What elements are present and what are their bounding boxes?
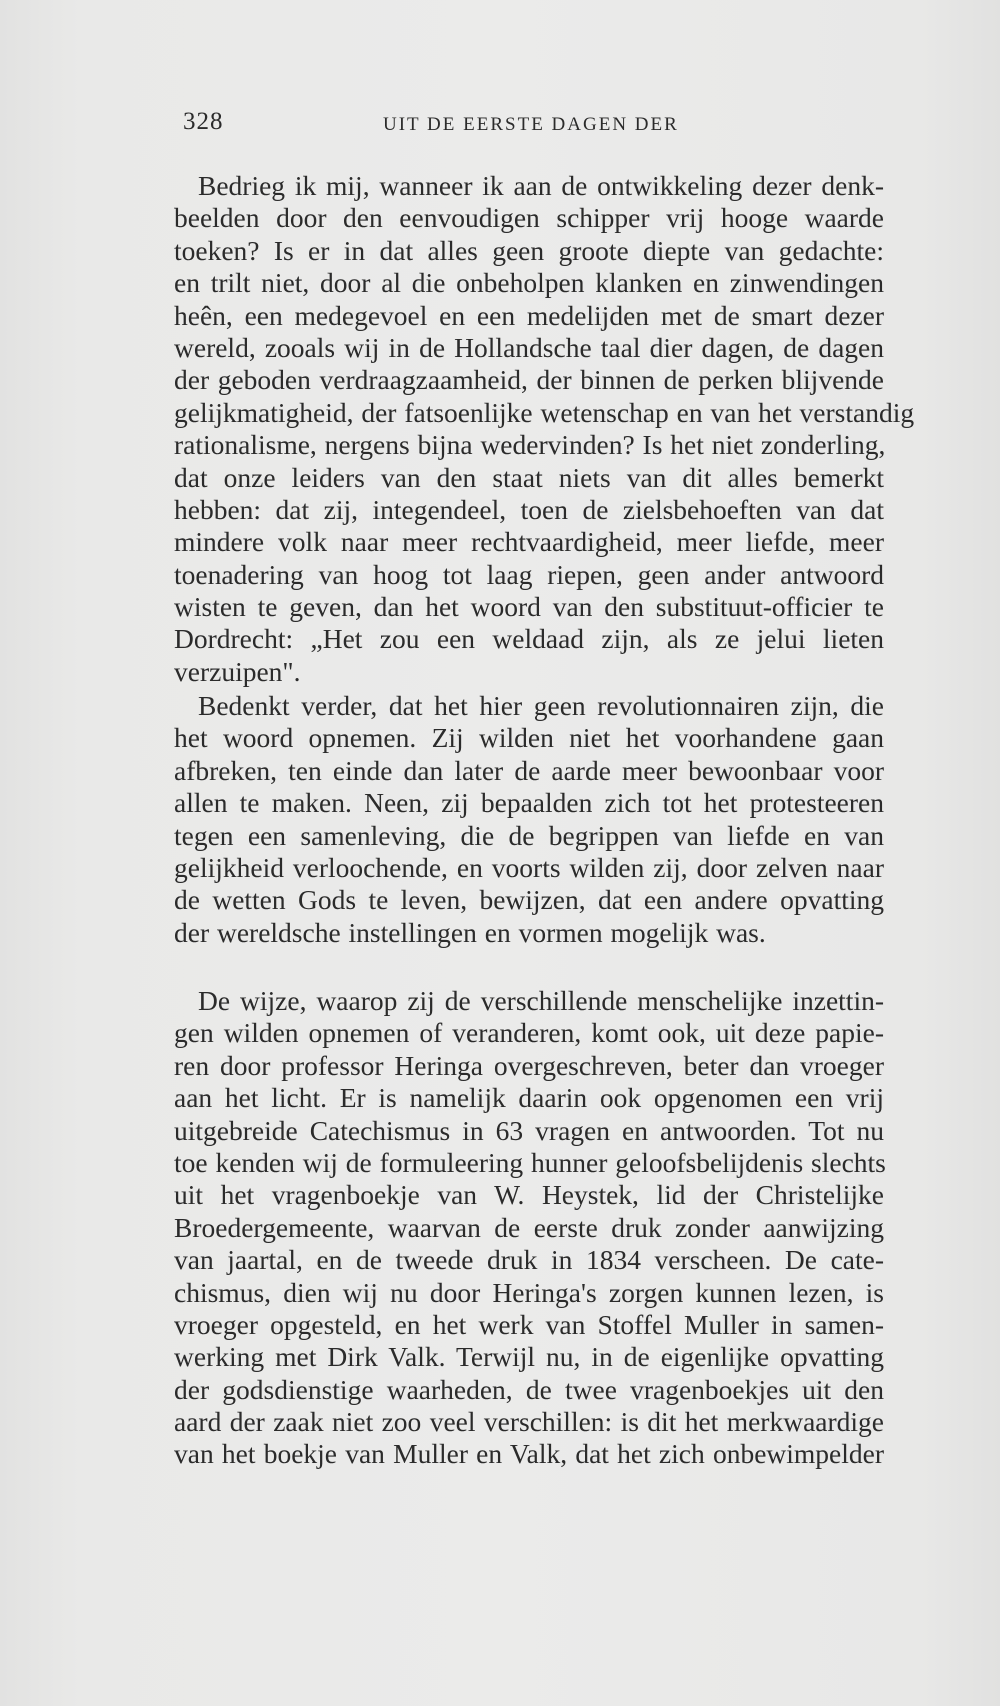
- text-line: gelijkmatigheid, der fatsoenlijke wetenschap en van het verstandig: [174, 396, 915, 428]
- text-line: gelijkheid verloochende, en voorts wilden zij, door zelven naar: [174, 851, 884, 883]
- paragraph-2: [174, 690, 884, 949]
- text-line: van het boekje van Muller en Valk, dat het zich onbewimpelder: [174, 1438, 884, 1470]
- text-line: der wereldsche instellingen en vormen mogelijk was.: [174, 916, 766, 948]
- text-line: heên, een medegevoel en een medelijden met de smart dezer: [174, 299, 884, 331]
- running-head: UIT DE EERSTE DAGEN DER: [383, 114, 679, 135]
- text-line: en trilt niet, door al die onbeholpen klanken en zinwendingen: [174, 267, 884, 299]
- text-line: Broedergemeente, waarvan de eerste druk zonder aanwijzing: [174, 1211, 884, 1243]
- text-line: chismus, dien wij nu door Heringa's zorgen kunnen lezen, is: [174, 1276, 884, 1308]
- text-line: toe kenden wij de formuleering hunner geloofsbelijdenis slechts: [174, 1146, 886, 1178]
- text-line: hebben: dat zij, integendeel, toen de zielsbehoeften van dat: [174, 493, 884, 525]
- text-line: aan het licht. Er is namelijk daarin ook opgenomen een vrij: [174, 1082, 884, 1114]
- text-line: uit het vragenboekje van W. Heystek, lid der Christelijke: [174, 1179, 884, 1211]
- text-line: wisten te geven, dan het woord van den substituut-officier te: [174, 591, 884, 623]
- text-line: aard der zaak niet zoo veel verschillen: is dit het merkwaardige: [174, 1406, 884, 1438]
- text-line: afbreken, ten einde dan later de aarde meer bewoonbaar voor: [174, 754, 884, 786]
- text-line: wereld, zooals wij in de Hollandsche taal dier dagen, de dagen: [174, 331, 884, 363]
- text-line: de wetten Gods te leven, bewijzen, dat een andere opvatting: [174, 884, 884, 916]
- text-line: dat onze leiders van den staat niets van dit alles bemerkt: [174, 461, 884, 493]
- text-line: Dordrecht: „Het zou een weldaad zijn, als ze jelui lieten: [174, 623, 884, 655]
- text-line: allen te maken. Neen, zij bepaalden zich tot het protesteeren: [174, 787, 884, 819]
- text-line: der godsdienstige waarheden, de twee vragenboekjes uit den: [174, 1373, 884, 1405]
- text-line: toenadering van hoog tot laag riepen, geen ander antwoord: [174, 558, 884, 590]
- text-line: van jaartal, en de tweede druk in 1834 verscheen. De cate-: [174, 1244, 884, 1276]
- text-line: verzuipen".: [174, 655, 301, 687]
- text-line: vroeger opgesteld, en het werk van Stoffel Muller in samen-: [174, 1308, 884, 1340]
- text-line: Bedenkt verder, dat het hier geen revolutionnairen zijn, die: [198, 690, 884, 721]
- text-line: gen wilden opnemen of veranderen, komt ook, uit deze papie-: [174, 1017, 884, 1049]
- text-line: werking met Dirk Valk. Terwijl nu, in de eigenlijke opvatting: [174, 1341, 884, 1373]
- text-line: toeken? Is er in dat alles geen groote diepte van gedachte:: [174, 234, 884, 266]
- text-line: mindere volk naar meer rechtvaardigheid, meer liefde, meer: [174, 526, 884, 558]
- text-line: De wijze, waarop zij de verschillende menschelijke inzettin-: [198, 985, 884, 1016]
- page-header: [183, 108, 883, 142]
- text-line: ren door professor Heringa overgeschreven, beter dan vroeger: [174, 1049, 884, 1081]
- paragraph-1: [174, 170, 915, 688]
- page-number: 328: [183, 108, 224, 135]
- text-line: uitgebreide Catechismus in 63 vragen en antwoorden. Tot nu: [174, 1114, 884, 1146]
- text-line: beelden door den eenvoudigen schipper vrij hooge waarde: [174, 202, 884, 234]
- text-line: Bedrieg ik mij, wanneer ik aan de ontwikkeling dezer denk-: [198, 170, 884, 201]
- text-line: het woord opnemen. Zij wilden niet het voorhandene gaan: [174, 722, 884, 754]
- paragraph-3: [174, 985, 884, 1471]
- text-line: rationalisme, nergens bijna wedervinden? Is het niet zonderling,: [174, 429, 886, 461]
- text-line: tegen een samenleving, die de begrippen van liefde en van: [174, 819, 884, 851]
- text-line: der geboden verdraagzaamheid, der binnen de perken blijvende: [174, 364, 884, 396]
